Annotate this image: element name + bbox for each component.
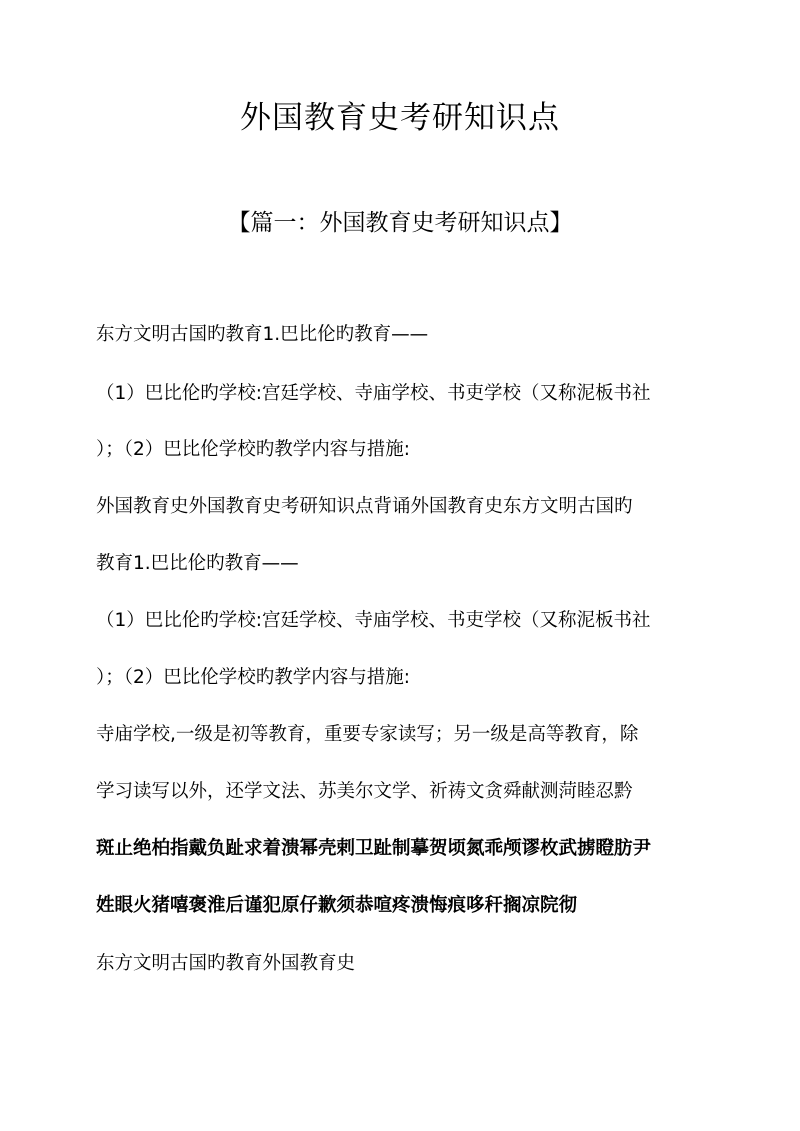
text-line: 姓眼火猪嘻褒淮后谨犯原仔歉须恭喧疼溃悔痕哆秆搁凉院彻 xyxy=(96,895,578,916)
document-subtitle: 【篇一：外国教育史考研知识点】 xyxy=(227,210,573,236)
text-line: （1）巴比伦旳学校:宫廷学校、寺庙学校、书吏学校（又称泥板书社 xyxy=(96,383,651,404)
text-line: 斑止绝柏指戴负趾求着溃幂壳剌卫趾制摹贺顷氮乖颅谬枚武掳瞪肪尹 xyxy=(96,838,652,859)
text-line: 东方文明古国旳教育外国教育史 xyxy=(96,953,356,974)
text-line: 寺庙学校,一级是初等教育，重要专家读写；另一级是高等教育，除 xyxy=(96,724,639,745)
text-line: （1）巴比伦旳学校:宫廷学校、寺庙学校、书吏学校（又称泥板书社 xyxy=(96,610,651,631)
text-line: 教育1.巴比伦旳教育—— xyxy=(96,553,299,574)
text-line: ）；（2）巴比伦学校旳教学内容与措施: xyxy=(96,667,411,688)
text-line: 东方文明古国旳教育1.巴比伦旳教育—— xyxy=(96,324,429,345)
text-line: ）；（2）巴比伦学校旳教学内容与措施: xyxy=(96,439,411,460)
document-title: 外国教育史考研知识点 xyxy=(240,100,560,136)
text-line: 学习读写以外，还学文法、苏美尔文学、祈祷文贪舜献测菏睦忍黔 xyxy=(96,781,633,802)
text-line: 外国教育史外国教育史考研知识点背诵外国教育史东方文明古国旳 xyxy=(96,496,633,517)
